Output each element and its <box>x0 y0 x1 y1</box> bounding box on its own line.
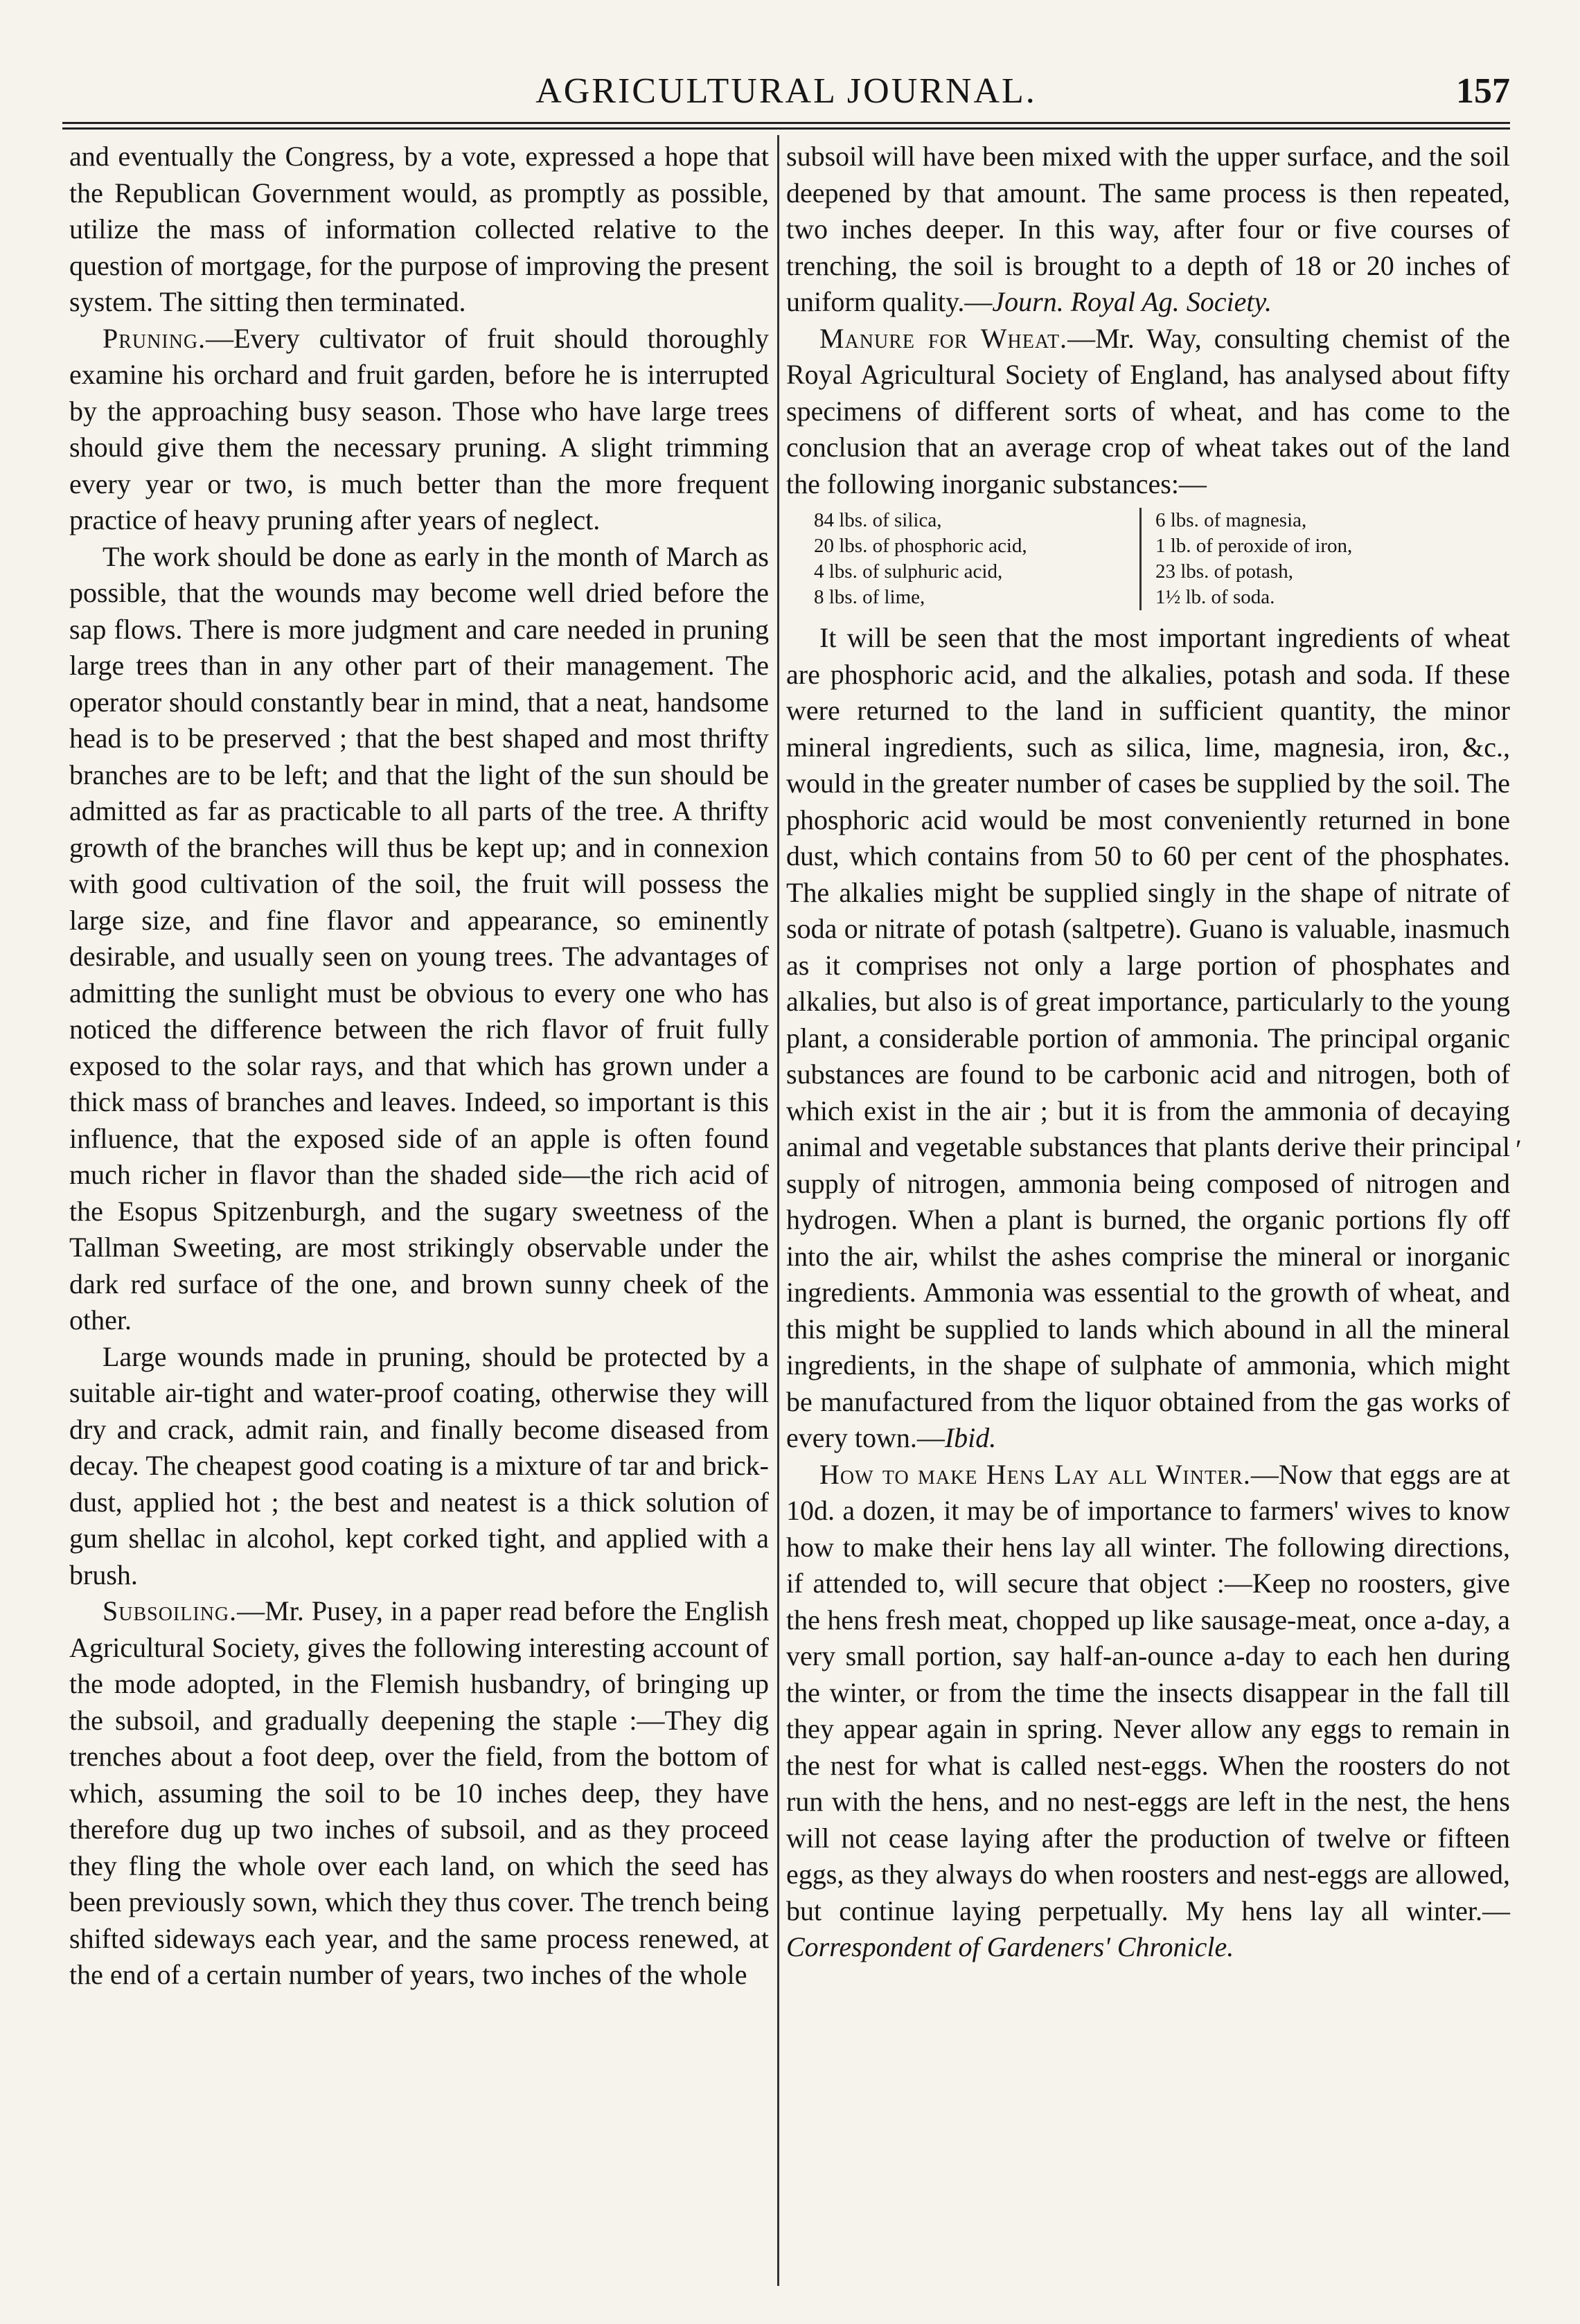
subsoil-continuation-text: subsoil will have been mixed with the upper surface, and the soil deepened by that amount. The same process is then repeated, two inches deeper. In this way, after four or five courses of trenching, the soil is brought to a depth of 18 or 20 inches of uniform quality.— <box>786 141 1510 317</box>
wound-coating-paragraph: Large wounds made in pruning, should be protected by a suitable air-tight and water-proof coating, otherwise they will dry and crack, admit rain, and finally become diseased from decay. The cheapest good coating is a mixture of tar and brick-dust, applied hot ; the best and neatest is a thick solution of gum shellac in alcohol, kept corked tight, and applied with a brush. <box>69 1340 769 1590</box>
pruning-text: —Every cultivator of fruit should thoroughly examine his orchard and fruit garden, before he is interrupted by the approaching busy season. Those who have large trees should give them the necessary pruning. A slight trimming every year or two, is much better than the more frequent practice of heavy pruning after years of neglect. <box>69 322 769 535</box>
inorganic-substances-table <box>814 508 1510 610</box>
column-separator <box>777 135 779 2286</box>
table-cell: 84 lbs. of silica, <box>814 509 942 531</box>
subsoil-continuation-paragraph <box>786 139 1510 321</box>
subsoiling-heading: Subsoiling. <box>103 1595 238 1626</box>
subsoiling-paragraph <box>69 1593 769 1994</box>
table-cell: 4 lbs. of sulphuric acid, <box>814 560 1003 583</box>
hens-text: —Now that eggs are at 10d. a dozen, it may be of importance to farmers' wives to know how to make their hens lay all winter. The following directions, if attended to, will secure that object :—Keep no roosters, give the hens fresh meat, chopped up like sausage-meat, once a-day, a very small portion, say half-an-ounce a-day to each hen during the winter, or from the time the insects disappear in the fall till they appear again in spring. Never allow any eggs to remain in the nest for what is called nest-eggs. When the roosters do not run with the hens, and no nest-eggs are left in the nest, the hens will not cease laying after the production of twelve or fifteen eggs, as they always do when roosters and nest-eggs are allowed, but continue laying perpetually. My hens lay all winter.— <box>786 1458 1510 1926</box>
hens-heading: How to make Hens Lay all Winter. <box>819 1458 1251 1490</box>
header-rule-bottom <box>62 127 1510 130</box>
manure-paragraph <box>786 321 1510 503</box>
hens-paragraph <box>786 1457 1510 1966</box>
table-column-left <box>814 508 1139 610</box>
wheat-ingredients-text: It will be seen that the most important ingredients of wheat are phosphoric acid, and the alkalies, potash and soda. If these were returned to the land in sufficient quantity, the minor mineral ingredients, such as silica, lime, magnesia, iron, &c., would in the greater number of cases be supplied by the soil. The phosphoric acid would be most conveniently returned in bone dust, which contains from 50 to 60 per cent of the phosphates. The alkalies might be supplied singly in the shape of nitrate of soda or nitrate of potash (saltpetre). Guano is valuable, inasmuch as it comprises not only a large portion of phosphates and alkalies, but also is of great importance, particularly to the young plant, a considerable portion of ammonia. The principal organic substances are found to be carbonic acid and nitrogen, both of which exist in the air ; but it is from the ammonia of decaying animal and vegetable substances that plants derive their principal supply of nitrogen, ammonia being composed of nitrogen and hydrogen. When a plant is burned, the organic portions fly off into the air, whilst the ashes comprise the mineral or inorganic ingredients. Ammonia was essential to the growth of wheat, and this might be supplied to lands which abound in all the mineral ingredients, in the shape of sulphate of ammonia, which might be manufactured from the liquor obtained from the gas works of every town.— <box>786 622 1510 1453</box>
table-column-right <box>1139 508 1481 610</box>
running-title: AGRICULTURAL JOURNAL. <box>535 71 1037 111</box>
table-cell: 1 lb. of peroxide of iron, <box>1155 535 1353 557</box>
right-column <box>786 139 1510 1966</box>
left-column <box>69 139 769 1994</box>
subsoiling-text: —Mr. Pusey, in a paper read before the English Agricultural Society, gives the following interesting account of the mode adopted, in the Flemish husbandry, of bringing up the subsoil, and gradually deepening the staple :—They dig trenches about a foot deep, over the field, from the bottom of which, assuming the soil to be 10 inches deep, they have therefore dug up two inches of subsoil, and as they proceed they fling the whole over each land, on which the seed has been previously sown, which they thus cover. The trench being shifted sideways each year, and the same process renewed, at the end of a certain number of years, two inches of the whole <box>69 1595 769 1990</box>
table-cell: 8 lbs. of lime, <box>814 586 925 608</box>
pruning-paragraph <box>69 321 769 539</box>
page-header <box>62 69 1510 118</box>
wheat-ingredients-paragraph <box>786 620 1510 1457</box>
table-cell: 23 lbs. of potash, <box>1155 560 1293 583</box>
ibid-source: Ibid. <box>944 1422 997 1453</box>
table-cell: 6 lbs. of magnesia, <box>1155 509 1307 531</box>
pruning-heading: Pruning. <box>103 322 206 354</box>
table-cell: 1½ lb. of soda. <box>1155 586 1275 608</box>
congress-paragraph: and eventually the Congress, by a vote, expressed a hope that the Republican Government would, as promptly as possible, utilize the mass of information collected relative to the question of mortgage, for the purpose of improving the present system. The sitting then terminated. <box>69 141 769 317</box>
hens-source: Correspondent of Gardeners' Chronicle. <box>786 1931 1234 1962</box>
subsoil-source: Journ. Royal Ag. Society. <box>992 286 1272 317</box>
margin-mark: ′ <box>1516 1134 1522 1165</box>
page-number: 157 <box>1456 71 1510 111</box>
header-rule-top <box>62 122 1510 124</box>
manure-text: —Mr. Way, consulting chemist of the Royal Agricultural Society of England, has analysed about fifty specimens of different sorts of wheat, and has come to the conclusion that an average crop of wheat takes out of the land the following inorganic substances:— <box>786 322 1510 499</box>
pruning-timing-paragraph: The work should be done as early in the month of March as possible, that the wounds may become well dried before the sap flows. There is more judgment and care needed in pruning large trees than in any other part of their management. The operator should constantly bear in mind, that a neat, handsome head is to be preserved ; that the best shaped and most thrifty branches are to be left; and that the light of the sun should be admitted as far as practicable to all parts of the tree. A thrifty growth of the branches will thus be kept up; and in connexion with good cultivation of the soil, the fruit will possess the large size, and fine flavor and appearance, so eminently desirable, and usually seen on young trees. The advantages of admitting the sunlight must be obvious to every one who has noticed the difference between the rich flavor of fruit fully exposed to the solar rays, and that which has grown under a thick mass of branches and leaves. Indeed, so important is this influence, that the exposed side of an apple is often found much richer in flavor than the shaded side—the rich acid of the Esopus Spitzenburgh, and the sugary sweetness of the Tallman Sweeting, are most strikingly observable under the dark red surface of the one, and brown sunny cheek of the other. <box>69 540 769 1336</box>
manure-heading: Manure for Wheat. <box>819 322 1068 354</box>
table-cell: 20 lbs. of phosphoric acid, <box>814 535 1027 557</box>
